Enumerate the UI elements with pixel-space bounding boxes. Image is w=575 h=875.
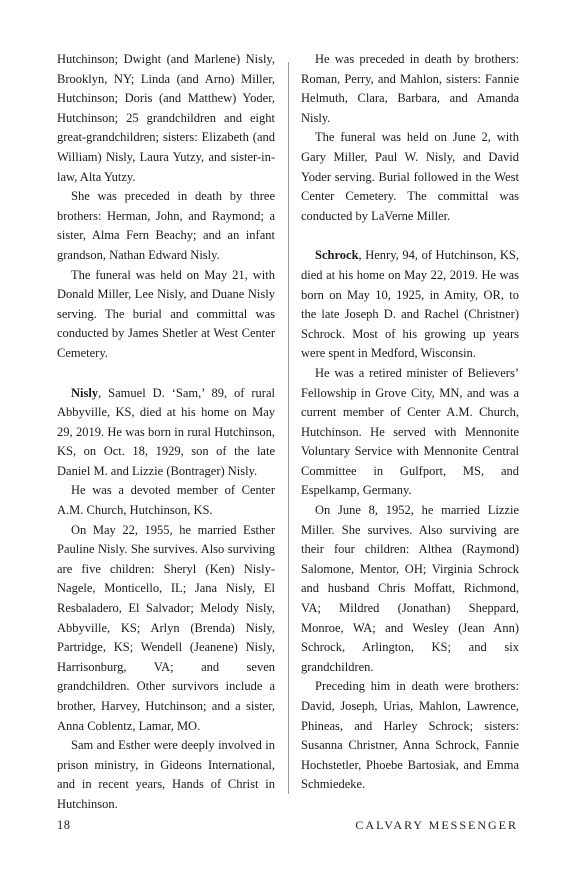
section-gap (301, 226, 519, 246)
obituary-paragraph: On May 22, 1955, he married Esther Pauline Nisly. She survives. Also surviving are five children: Sheryl (Ken) Nisly-Nagele, Monticello, IL; Jana Nisly, El Resbaladero, El Salvador; Melody Nisly, Abbyville, KS; Arlyn (Brenda) Nisly, Partridge, KS; Wendell (Jeanene) Nisly, Harrisonburg, VA; and seven grandchildren. Other survivors include a brother, Harvey, Hutchinson; and a sister, Anna Coblentz, Lamar, MO. (57, 522, 275, 733)
obituary-text: , Samuel D. ‘Sam,’ 89, of rural Abbyville, KS, died at his home on May 29, 2019. He was born in rural Hutchinson, KS, on Oct. 18, 1929, son of the late Daniel M. and Lizzie (Bontrager) Nisly. (57, 385, 275, 478)
obituary-paragraph: She was preceded in death by three brothers: Herman, John, and Raymond; a sister, Alma Fern Beachy; and an infant grandson, Nathan Edward Nisly. (57, 189, 275, 262)
section-gap (57, 364, 275, 384)
obituary-text: , Henry, 94, of Hutchinson, KS, died at his home on May 22, 2019. He was born on May 10, 1925, in Amity, OR, to the late Joseph D. and Rachel (Christner) Schrock. Most of his growing up years were spent in Medford, Wisconsin. (301, 248, 519, 361)
page-number: 18 (57, 818, 71, 832)
obituary-name-nisly: Nisly (71, 385, 99, 400)
obituary-nisly-intro (57, 384, 275, 482)
obituary-schrock-intro (301, 246, 519, 364)
left-column (57, 50, 275, 815)
column-divider (288, 62, 289, 794)
obituary-paragraph: He was a retired minister of Believers’ Fellowship in Grove City, MN, and was a current member of Center A.M. Church, Hutchinson. He served with Mennonite Voluntary Service with Mennonite Central Committee in Gulfport, MS, and Espelkamp, Germany. (301, 365, 519, 498)
obituary-paragraph: Hutchinson; Dwight (and Marlene) Nisly, Brooklyn, NY; Linda (and Arno) Miller, Hutchinson; Doris (and Matthew) Yoder, Hutchinson; 25 grandchildren and eight great-grandchildren; sisters: Elizabeth (and William) Nisly, Laura Yutzy, and sister-in-law, Alta Yutzy. (57, 52, 275, 184)
obituary-paragraph: On June 8, 1952, he married Lizzie Miller. She survives. Also surviving are their four children: Althea (Raymond) Salomone, Mentor, OH; Virginia Schrock and husband Chris Moffatt, Richmond, VA; Mildred (Jonathan) Sheppard, Monroe, WA; and Wesley (Jean Ann) Schrock, Arlington, KS; and six grandchildren. (301, 503, 519, 674)
obituary-name-schrock: Schrock (315, 248, 359, 263)
publication-title: CALVARY MESSENGER (355, 818, 518, 832)
obituary-paragraph: Sam and Esther were deeply involved in prison ministry, in Gideons International, and in recent years, Hands of Christ in Hutchinson. (57, 738, 275, 811)
obituary-paragraph: He was a devoted member of Center A.M. Church, Hutchinson, KS. (57, 483, 275, 518)
obituary-paragraph: The funeral was held on June 2, with Gary Miller, Paul W. Nisly, and David Yoder serving. Burial followed in the West Center Cemetery. The committal was conducted by LaVerne Miller. (301, 130, 519, 223)
obituary-paragraph: He was preceded in death by brothers: Roman, Perry, and Mahlon, sisters: Fannie Helmuth, Clara, Barbara, and Amanda Nisly. (301, 52, 519, 125)
obituary-paragraph: Preceding him in death were brothers: David, Joseph, Urias, Mahlon, Lawrence, Phineas, and Harley Schrock; sisters: Susanna Christner, Anna Schrock, Fannie Hochstetler, Phoebe Bartosiak, and Emma Schmiedeke. (301, 679, 519, 792)
right-column (301, 50, 519, 795)
obituary-paragraph: The funeral was held on May 21, with Donald Miller, Lee Nisly, and Duane Nisly serving. The burial and committal was conducted by James Shetler at West Center Cemetery. (57, 267, 275, 360)
